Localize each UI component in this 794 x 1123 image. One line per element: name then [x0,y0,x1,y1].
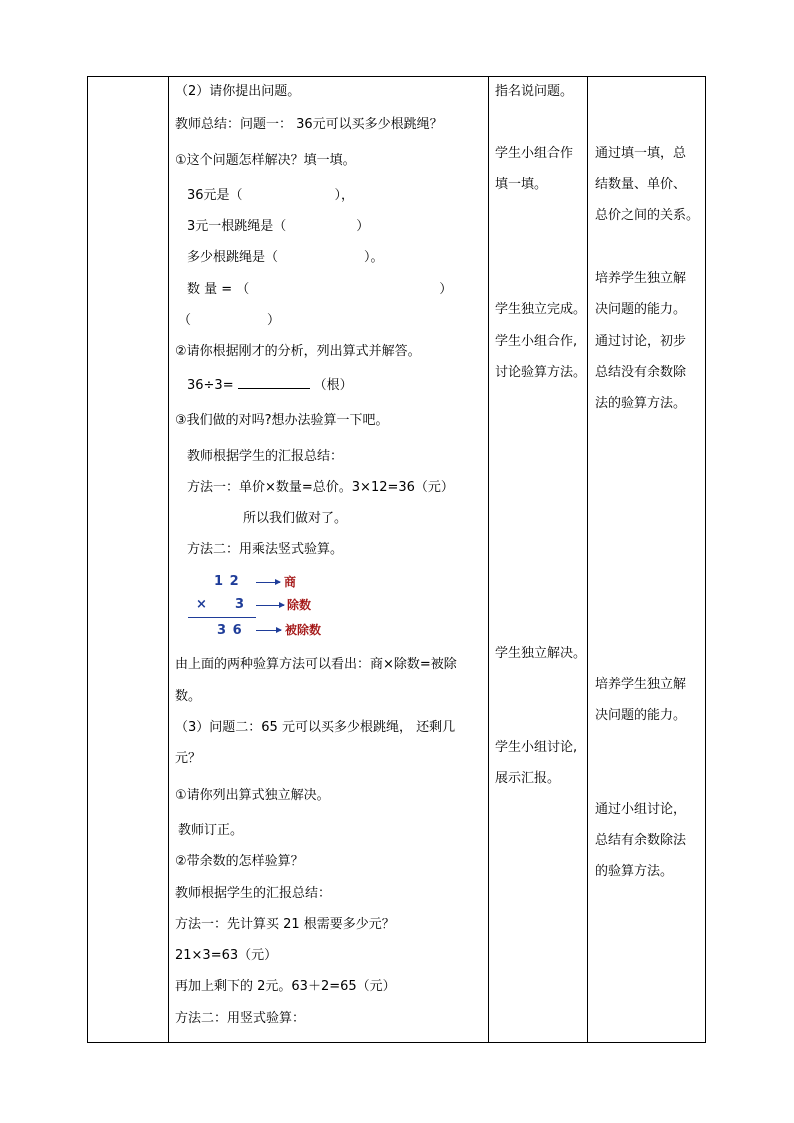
arrow-icon [256,605,284,606]
activity-4-line-1: 学生小组合作, [495,334,578,349]
q3-step-one: ①请你列出算式独立解决。 [175,788,330,803]
activity-1: 指名说问题。 [495,84,574,99]
method-two: 方法二：用乘法竖式验算。 [187,542,344,557]
q3-calc-1: 21×3=63（元） [175,948,278,963]
conclusion-line-2: 数。 [175,689,202,704]
step-three: ③我们做的对吗?想办法验算一下吧。 [175,413,389,428]
teacher-report-2: 教师根据学生的汇报总结： [175,886,332,901]
fill-line-5 [178,313,280,329]
intent-2-line-2: 决问题的能力。 [595,302,687,317]
column-divider [168,77,169,1042]
calc-text: 36÷3= [187,378,234,393]
activity-6-line-2: 展示汇报。 [495,771,561,786]
fill-text: ） [439,282,453,297]
method-one-cont: 所以我们做对了。 [243,511,348,526]
intent-3-line-1: 通过讨论，初步 [595,334,687,349]
column-divider [587,77,588,1042]
fill-text: （ [178,313,192,328]
intent-1-line-3: 总价之间的关系。 [595,208,700,223]
q3-method-two: 方法二：用竖式验算： [175,1011,306,1026]
intent-4-line-1: 培养学生独立解 [595,677,687,692]
arrow-icon [256,630,281,631]
activity-6-line-1: 学生小组讨论, [495,740,578,755]
question-three-line-1: （3）问题二：65 元可以买多少根跳绳， 还剩几 [175,720,456,735]
activity-5: 学生独立解决。 [495,646,587,661]
fill-line-1 [187,188,354,204]
vertical-row-2: 3 [235,597,245,612]
calc-unit: （根） [313,378,353,393]
answer-blank [238,376,310,389]
teacher-report: 教师根据学生的汇报总结： [187,449,344,464]
question-three-line-2: 元？ [175,751,202,766]
vertical-row-3: 3 6 [217,623,243,638]
activity-3: 学生独立完成。 [495,302,587,317]
q3-method-one: 方法一：先计算买 21 根需要多少元？ [175,917,395,932]
fill-line-2 [187,219,369,235]
activity-2-line-1: 学生小组合作 [495,146,574,161]
column-divider [488,77,489,1042]
sum-rule [188,617,256,618]
intent-1-line-2: 结数量、单价、 [595,177,687,192]
activity-2-line-2: 填一填。 [495,177,548,192]
arrow-icon [256,582,280,583]
fill-text: ）， [334,188,355,203]
intent-5-line-3: 的验算方法。 [595,864,674,879]
vertical-row-1: 1 2 [214,574,240,589]
fill-text: ）。 [364,250,384,265]
fill-text: 3元一根跳绳是（ [187,219,287,234]
label-divisor: 除数 [287,598,312,612]
calc-line [187,376,353,394]
fill-line-3 [187,250,384,266]
label-dividend: 被除数 [285,623,322,637]
step-one: ①这个问题怎样解决？填一填。 [175,153,356,168]
fill-text: ） [356,219,370,234]
intent-3-line-2: 总结没有余数除 [595,365,687,380]
intent-1-line-1: 通过填一填，总 [595,146,687,161]
fill-text: ） [267,313,281,328]
label-quotient: 商 [284,575,297,589]
intent-4-line-2: 决问题的能力。 [595,708,687,723]
q3-step-two: ②带余数的怎样验算？ [175,854,304,869]
q3-calc-2: 再加上剩下的 2元。63＋2=65（元） [175,979,396,994]
multiply-sign: × [196,597,207,612]
fill-text: 数 量 = （ [187,282,250,297]
q2-title: （2）请你提出问题。 [175,84,301,99]
step-two: ②请你根据刚才的分析，列出算式并解答。 [175,344,421,359]
method-one: 方法一：单价×数量=总价。3×12=36（元） [187,480,454,495]
intent-2-line-1: 培养学生独立解 [595,271,687,286]
activity-4-line-2: 讨论验算方法。 [495,365,587,380]
intent-5-line-1: 通过小组讨论， [595,802,687,817]
summary-question-one: 教师总结：问题一： 36元可以买多少根跳绳？ [175,117,443,132]
conclusion-line-1: 由上面的两种验算方法可以看出：商×除数=被除 [175,657,457,672]
teacher-correct: 教师订正。 [178,823,244,838]
fill-line-4 [187,282,452,298]
intent-5-line-2: 总结有余数除法 [595,833,687,848]
fill-text: 36元是（ [187,188,243,203]
intent-3-line-3: 法的验算方法。 [595,396,687,411]
fill-text: 多少根跳绳是（ [187,250,279,265]
